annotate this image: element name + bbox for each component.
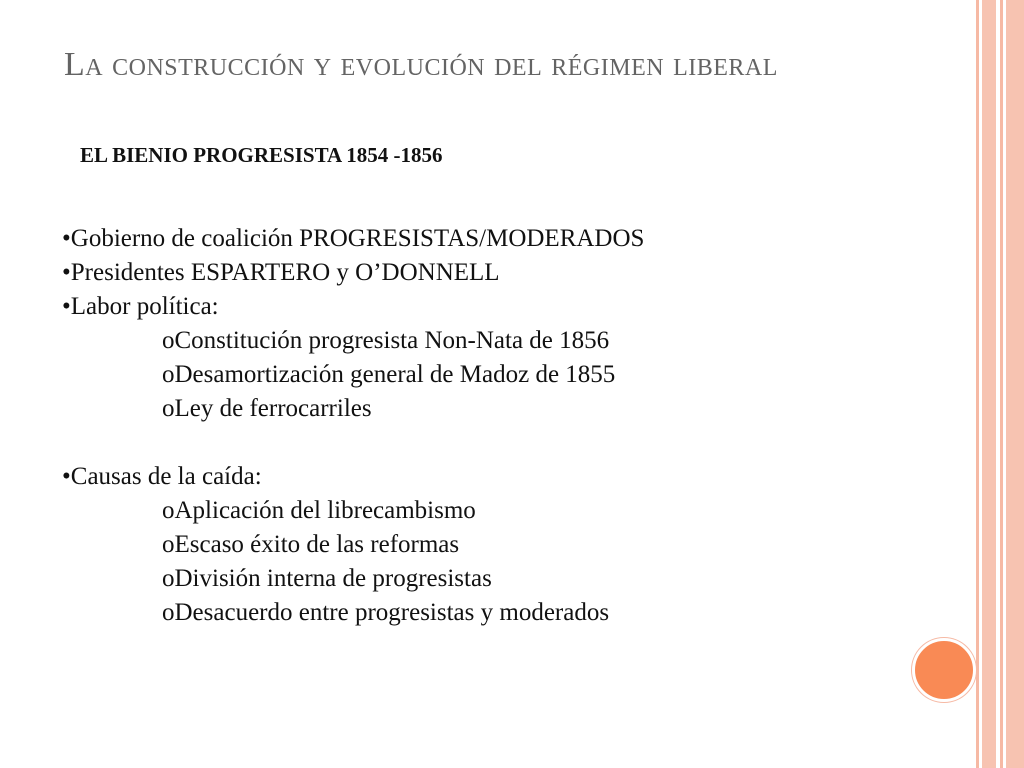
sub-item-text: División interna de progresistas [174,565,492,592]
sub-item [62,596,882,630]
bullet-marker: • [62,463,71,490]
spacer [62,426,882,460]
bullet-text: Labor política: [70,293,219,320]
bullet-marker: • [62,259,71,286]
sub-item [62,528,882,562]
sub-marker: o [162,395,175,422]
sub-item-text: Escaso éxito de las reformas [174,531,460,558]
stripe [1006,0,1024,768]
sub-item-text: Ley de ferrocarriles [174,395,372,422]
stripe [1000,0,1003,768]
stripe [976,0,979,768]
sub-marker: o [162,361,175,388]
sub-item-text: Constitución progresista Non-Nata de 1856 [174,327,610,354]
sub-marker: o [162,531,175,558]
bullet-text: Gobierno de coalición PROGRESISTAS/MODERADOS [70,225,645,252]
sub-item [62,494,882,528]
sub-item [62,562,882,596]
slide-content [62,222,882,630]
sub-marker: o [162,327,175,354]
stripe [982,0,996,768]
sub-item [62,324,882,358]
sub-item [62,392,882,426]
decorative-stripes [976,0,1024,768]
sub-item-text: Desacuerdo entre progresistas y moderados [174,599,610,626]
sub-marker: o [162,565,175,592]
bullet-text: Presidentes ESPARTERO y O’DONNELL [70,259,500,286]
slide-title: La construcción y evolución del régimen liberal [64,46,778,83]
accent-circle-decoration [912,638,976,702]
sub-item [62,358,882,392]
sub-marker: o [162,599,175,626]
sub-marker: o [162,497,175,524]
sub-item-text: Aplicación del librecambismo [174,497,476,524]
bullet-item [62,460,882,494]
slide-subtitle: EL BIENIO PROGRESISTA 1854 -1856 [80,143,443,167]
bullet-marker: • [62,293,71,320]
bullet-item [62,222,882,256]
bullet-text: Causas de la caída: [70,463,262,490]
bullet-item [62,256,882,290]
bullet-item [62,290,882,324]
bullet-marker: • [62,225,71,252]
sub-item-text: Desamortización general de Madoz de 1855 [174,361,616,388]
